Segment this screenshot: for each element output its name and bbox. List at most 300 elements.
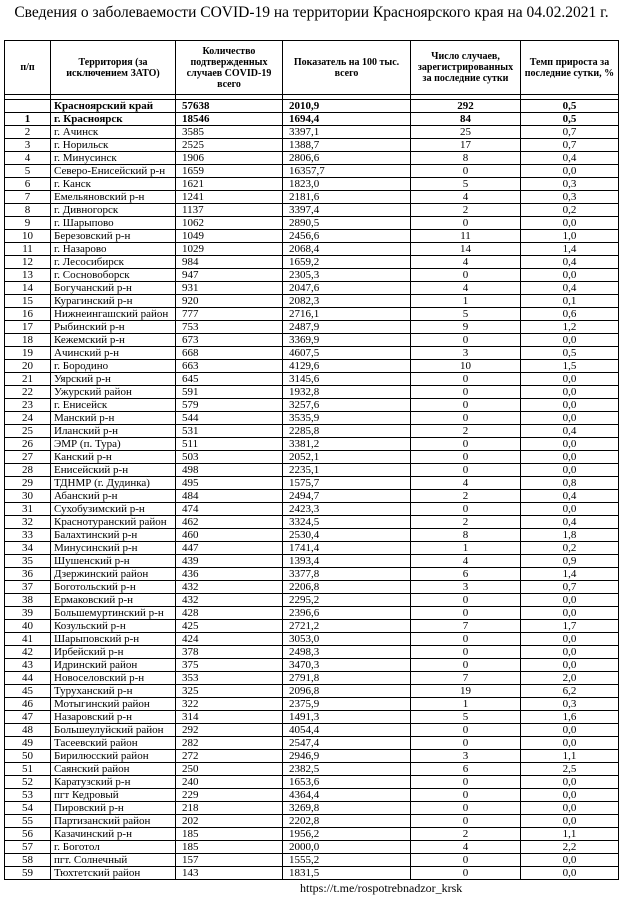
table-row [5, 256, 619, 269]
row-cases: 3585 [176, 126, 283, 139]
row-rate: 2052,1 [283, 451, 411, 464]
row-num: 53 [5, 789, 51, 802]
row-num: 16 [5, 308, 51, 321]
row-num: 12 [5, 256, 51, 269]
row-rate: 2890,5 [283, 217, 411, 230]
row-day: 4 [411, 256, 521, 269]
table-row [5, 633, 619, 646]
table-row [5, 490, 619, 503]
row-num: 23 [5, 399, 51, 412]
row-cases: 1062 [176, 217, 283, 230]
table-row [5, 269, 619, 282]
row-territory: ТДНМР (г. Дудинка) [51, 477, 176, 490]
row-cases: 436 [176, 568, 283, 581]
row-day: 17 [411, 139, 521, 152]
row-num: 9 [5, 217, 51, 230]
row-rate: 1694,4 [283, 113, 411, 126]
table-row [5, 750, 619, 763]
row-day: 8 [411, 152, 521, 165]
row-cases: 240 [176, 776, 283, 789]
table-row [5, 321, 619, 334]
row-day: 1 [411, 698, 521, 711]
table-row [5, 360, 619, 373]
row-cases: 511 [176, 438, 283, 451]
row-territory: Новоселовский р-н [51, 672, 176, 685]
table-row [5, 425, 619, 438]
row-day: 6 [411, 763, 521, 776]
table-row [5, 737, 619, 750]
row-num: 4 [5, 152, 51, 165]
row-territory: Большеулуйский район [51, 724, 176, 737]
row-growth: 0,2 [521, 542, 619, 555]
row-cases: 218 [176, 802, 283, 815]
row-num: 34 [5, 542, 51, 555]
row-cases: 18546 [176, 113, 283, 126]
row-day: 0 [411, 386, 521, 399]
row-territory: Емельяновский р-н [51, 191, 176, 204]
row-rate: 4364,4 [283, 789, 411, 802]
table-row [5, 594, 619, 607]
row-rate: 1393,4 [283, 555, 411, 568]
row-day: 0 [411, 217, 521, 230]
row-territory: Нижнеингашский район [51, 308, 176, 321]
row-growth: 0,0 [521, 633, 619, 646]
row-rate: 2396,6 [283, 607, 411, 620]
row-day: 9 [411, 321, 521, 334]
row-growth: 1,7 [521, 620, 619, 633]
row-territory: Шушенский р-н [51, 555, 176, 568]
row-growth: 0,5 [521, 113, 619, 126]
row-cases: 462 [176, 516, 283, 529]
row-cases: 498 [176, 464, 283, 477]
row-day: 0 [411, 633, 521, 646]
row-cases: 325 [176, 685, 283, 698]
row-rate: 1491,3 [283, 711, 411, 724]
row-num: 20 [5, 360, 51, 373]
row-territory: Партизанский район [51, 815, 176, 828]
table-row [5, 685, 619, 698]
row-num: 13 [5, 269, 51, 282]
row-growth: 0,3 [521, 698, 619, 711]
row-num: 49 [5, 737, 51, 750]
row-day: 0 [411, 737, 521, 750]
row-growth: 0,4 [521, 152, 619, 165]
table-row [5, 581, 619, 594]
row-growth: 0,0 [521, 464, 619, 477]
row-day: 0 [411, 438, 521, 451]
col-header-cases: Количество подтвержденных случаев COVID-19 всего [176, 41, 283, 95]
row-cases: 474 [176, 503, 283, 516]
table-row [5, 295, 619, 308]
table-row [5, 308, 619, 321]
row-day: 0 [411, 594, 521, 607]
row-day: 0 [411, 815, 521, 828]
table-row [5, 789, 619, 802]
row-territory: Туруханский р-н [51, 685, 176, 698]
row-num: 46 [5, 698, 51, 711]
row-territory: г. Бородино [51, 360, 176, 373]
row-rate: 4607,5 [283, 347, 411, 360]
row-num: 8 [5, 204, 51, 217]
row-num: 18 [5, 334, 51, 347]
row-growth: 1,8 [521, 529, 619, 542]
row-rate: 1659,2 [283, 256, 411, 269]
row-rate: 1932,8 [283, 386, 411, 399]
row-num: 45 [5, 685, 51, 698]
row-territory: пгт. Солнечный [51, 854, 176, 867]
row-territory: г. Енисейск [51, 399, 176, 412]
row-growth: 1,0 [521, 230, 619, 243]
row-growth: 0,0 [521, 867, 619, 880]
row-territory: Курагинский р-н [51, 295, 176, 308]
row-day: 2 [411, 490, 521, 503]
table-row [5, 113, 619, 126]
row-rate: 1823,0 [283, 178, 411, 191]
row-cases: 1659 [176, 165, 283, 178]
row-rate: 3324,5 [283, 516, 411, 529]
row-growth: 0,0 [521, 438, 619, 451]
row-growth: 0,2 [521, 204, 619, 217]
row-territory: Рыбинский р-н [51, 321, 176, 334]
row-territory: Тюхтетский район [51, 867, 176, 880]
row-cases: 645 [176, 373, 283, 386]
table-row [5, 347, 619, 360]
row-num: 44 [5, 672, 51, 685]
row-growth: 0,0 [521, 334, 619, 347]
row-num: 15 [5, 295, 51, 308]
row-num: 39 [5, 607, 51, 620]
row-rate: 2530,4 [283, 529, 411, 542]
row-growth: 0,0 [521, 789, 619, 802]
row-day: 4 [411, 477, 521, 490]
row-territory: г. Минусинск [51, 152, 176, 165]
total-row [5, 100, 619, 113]
table-row [5, 191, 619, 204]
row-territory: Мотыгинский район [51, 698, 176, 711]
row-growth: 0,0 [521, 802, 619, 815]
col-header-num: п/п [5, 41, 51, 95]
row-day: 4 [411, 841, 521, 854]
col-header-rate: Показатель на 100 тыс. всего [283, 41, 411, 95]
row-growth: 0,0 [521, 659, 619, 672]
row-growth: 1,6 [521, 711, 619, 724]
row-num: 54 [5, 802, 51, 815]
row-rate: 2716,1 [283, 308, 411, 321]
row-cases: 425 [176, 620, 283, 633]
table-row [5, 399, 619, 412]
table-row [5, 139, 619, 152]
row-num: 19 [5, 347, 51, 360]
row-num: 10 [5, 230, 51, 243]
table-row [5, 438, 619, 451]
table-row [5, 451, 619, 464]
table-row [5, 334, 619, 347]
row-day: 0 [411, 802, 521, 815]
row-cases: 378 [176, 646, 283, 659]
row-num: 25 [5, 425, 51, 438]
row-cases: 428 [176, 607, 283, 620]
row-num: 27 [5, 451, 51, 464]
row-cases: 353 [176, 672, 283, 685]
row-rate: 2721,2 [283, 620, 411, 633]
row-day: 0 [411, 373, 521, 386]
row-territory: Ужурский район [51, 386, 176, 399]
row-day: 0 [411, 607, 521, 620]
row-num: 59 [5, 867, 51, 880]
row-territory: Назаровский р-н [51, 711, 176, 724]
row-cases: 1241 [176, 191, 283, 204]
row-rate: 3377,8 [283, 568, 411, 581]
row-num: 14 [5, 282, 51, 295]
row-num: 41 [5, 633, 51, 646]
table-row [5, 867, 619, 880]
table-row [5, 126, 619, 139]
row-growth: 0,4 [521, 425, 619, 438]
row-rate: 2494,7 [283, 490, 411, 503]
table-row [5, 152, 619, 165]
row-territory: г. Норильск [51, 139, 176, 152]
row-num: 22 [5, 386, 51, 399]
table-row [5, 386, 619, 399]
row-num: 37 [5, 581, 51, 594]
row-cases: 202 [176, 815, 283, 828]
row-rate: 2068,4 [283, 243, 411, 256]
row-growth: 0,5 [521, 347, 619, 360]
row-growth: 0,7 [521, 139, 619, 152]
row-cases: 984 [176, 256, 283, 269]
row-num: 21 [5, 373, 51, 386]
row-rate: 2082,3 [283, 295, 411, 308]
row-rate: 2295,2 [283, 594, 411, 607]
row-cases: 1137 [176, 204, 283, 217]
total-num [5, 100, 51, 113]
row-rate: 2285,8 [283, 425, 411, 438]
row-cases: 663 [176, 360, 283, 373]
table-row [5, 516, 619, 529]
row-rate: 2202,8 [283, 815, 411, 828]
row-num: 6 [5, 178, 51, 191]
row-growth: 0,0 [521, 373, 619, 386]
row-territory: Дзержинский район [51, 568, 176, 581]
row-growth: 0,1 [521, 295, 619, 308]
row-cases: 1621 [176, 178, 283, 191]
table-row [5, 672, 619, 685]
col-header-growth: Темп прироста за последние сутки, % [521, 41, 619, 95]
row-rate: 1956,2 [283, 828, 411, 841]
row-day: 0 [411, 451, 521, 464]
row-cases: 143 [176, 867, 283, 880]
table-row [5, 854, 619, 867]
row-day: 0 [411, 412, 521, 425]
table-row [5, 503, 619, 516]
row-num: 33 [5, 529, 51, 542]
row-day: 84 [411, 113, 521, 126]
row-territory: Казачинский р-н [51, 828, 176, 841]
row-territory: г. Боготол [51, 841, 176, 854]
row-cases: 531 [176, 425, 283, 438]
row-rate: 1555,2 [283, 854, 411, 867]
row-territory: Ирбейский р-н [51, 646, 176, 659]
row-cases: 947 [176, 269, 283, 282]
row-cases: 777 [176, 308, 283, 321]
row-growth: 0,0 [521, 854, 619, 867]
row-territory: Манский р-н [51, 412, 176, 425]
row-growth: 0,4 [521, 490, 619, 503]
row-cases: 292 [176, 724, 283, 737]
row-day: 0 [411, 646, 521, 659]
row-territory: Березовский р-н [51, 230, 176, 243]
col-header-territory: Территория (за исключением ЗАТО) [51, 41, 176, 95]
row-day: 3 [411, 347, 521, 360]
row-rate: 3381,2 [283, 438, 411, 451]
row-num: 5 [5, 165, 51, 178]
row-cases: 1049 [176, 230, 283, 243]
row-num: 32 [5, 516, 51, 529]
row-growth: 1,1 [521, 828, 619, 841]
row-rate: 3269,8 [283, 802, 411, 815]
row-rate: 3257,6 [283, 399, 411, 412]
row-cases: 157 [176, 854, 283, 867]
row-rate: 2498,3 [283, 646, 411, 659]
table-row [5, 659, 619, 672]
table-header-row [5, 41, 619, 95]
row-day: 2 [411, 425, 521, 438]
table-row [5, 529, 619, 542]
row-num: 26 [5, 438, 51, 451]
row-cases: 484 [176, 490, 283, 503]
row-growth: 0,0 [521, 776, 619, 789]
covid-table [4, 40, 619, 880]
row-cases: 503 [176, 451, 283, 464]
row-rate: 1388,7 [283, 139, 411, 152]
row-cases: 424 [176, 633, 283, 646]
row-day: 4 [411, 555, 521, 568]
col-header-day: Число случаев, зарегистрированных за последние сутки [411, 41, 521, 95]
row-num: 38 [5, 594, 51, 607]
row-num: 43 [5, 659, 51, 672]
row-day: 5 [411, 308, 521, 321]
row-cases: 322 [176, 698, 283, 711]
table-row [5, 698, 619, 711]
table-row [5, 477, 619, 490]
row-cases: 447 [176, 542, 283, 555]
row-growth: 0,4 [521, 256, 619, 269]
row-day: 25 [411, 126, 521, 139]
row-territory: Краснотуранский район [51, 516, 176, 529]
row-growth: 0,3 [521, 191, 619, 204]
row-growth: 0,9 [521, 555, 619, 568]
row-day: 14 [411, 243, 521, 256]
row-territory: Каратузский р-н [51, 776, 176, 789]
row-rate: 2181,6 [283, 191, 411, 204]
table-row [5, 373, 619, 386]
row-cases: 2525 [176, 139, 283, 152]
row-day: 2 [411, 516, 521, 529]
row-num: 56 [5, 828, 51, 841]
row-num: 40 [5, 620, 51, 633]
row-day: 0 [411, 464, 521, 477]
row-rate: 4054,4 [283, 724, 411, 737]
row-territory: г. Ачинск [51, 126, 176, 139]
row-cases: 495 [176, 477, 283, 490]
row-rate: 2000,0 [283, 841, 411, 854]
row-rate: 2791,8 [283, 672, 411, 685]
row-cases: 432 [176, 581, 283, 594]
row-day: 0 [411, 503, 521, 516]
row-growth: 2,2 [521, 841, 619, 854]
row-growth: 0,0 [521, 607, 619, 620]
row-rate: 3145,6 [283, 373, 411, 386]
row-day: 6 [411, 568, 521, 581]
row-day: 0 [411, 854, 521, 867]
row-growth: 1,1 [521, 750, 619, 763]
table-row [5, 204, 619, 217]
row-territory: г. Назарово [51, 243, 176, 256]
row-day: 1 [411, 295, 521, 308]
table-row [5, 542, 619, 555]
table-row [5, 776, 619, 789]
row-growth: 6,2 [521, 685, 619, 698]
row-rate: 2305,3 [283, 269, 411, 282]
row-day: 10 [411, 360, 521, 373]
row-num: 35 [5, 555, 51, 568]
row-cases: 579 [176, 399, 283, 412]
row-rate: 2547,4 [283, 737, 411, 750]
row-growth: 0,8 [521, 477, 619, 490]
row-day: 0 [411, 867, 521, 880]
row-rate: 2096,8 [283, 685, 411, 698]
row-num: 58 [5, 854, 51, 867]
row-territory: г. Шарыпово [51, 217, 176, 230]
table-row [5, 802, 619, 815]
table-row [5, 230, 619, 243]
row-territory: Боготольский р-н [51, 581, 176, 594]
table-row [5, 243, 619, 256]
total-day: 292 [411, 100, 521, 113]
row-cases: 185 [176, 828, 283, 841]
row-territory: Богучанский р-н [51, 282, 176, 295]
total-growth: 0,5 [521, 100, 619, 113]
row-day: 2 [411, 828, 521, 841]
row-rate: 16357,7 [283, 165, 411, 178]
row-territory: г. Красноярск [51, 113, 176, 126]
row-num: 17 [5, 321, 51, 334]
table-row [5, 178, 619, 191]
row-growth: 0,4 [521, 282, 619, 295]
row-day: 0 [411, 269, 521, 282]
row-cases: 920 [176, 295, 283, 308]
table-row [5, 555, 619, 568]
row-cases: 375 [176, 659, 283, 672]
row-rate: 1831,5 [283, 867, 411, 880]
row-num: 42 [5, 646, 51, 659]
row-num: 11 [5, 243, 51, 256]
row-num: 28 [5, 464, 51, 477]
row-cases: 1906 [176, 152, 283, 165]
row-growth: 0,7 [521, 581, 619, 594]
row-growth: 0,0 [521, 217, 619, 230]
row-rate: 2382,5 [283, 763, 411, 776]
row-cases: 668 [176, 347, 283, 360]
row-growth: 0,0 [521, 503, 619, 516]
row-rate: 1575,7 [283, 477, 411, 490]
row-rate: 2487,9 [283, 321, 411, 334]
row-growth: 0,7 [521, 126, 619, 139]
row-rate: 2946,9 [283, 750, 411, 763]
table-row [5, 711, 619, 724]
table-row [5, 724, 619, 737]
row-day: 11 [411, 230, 521, 243]
